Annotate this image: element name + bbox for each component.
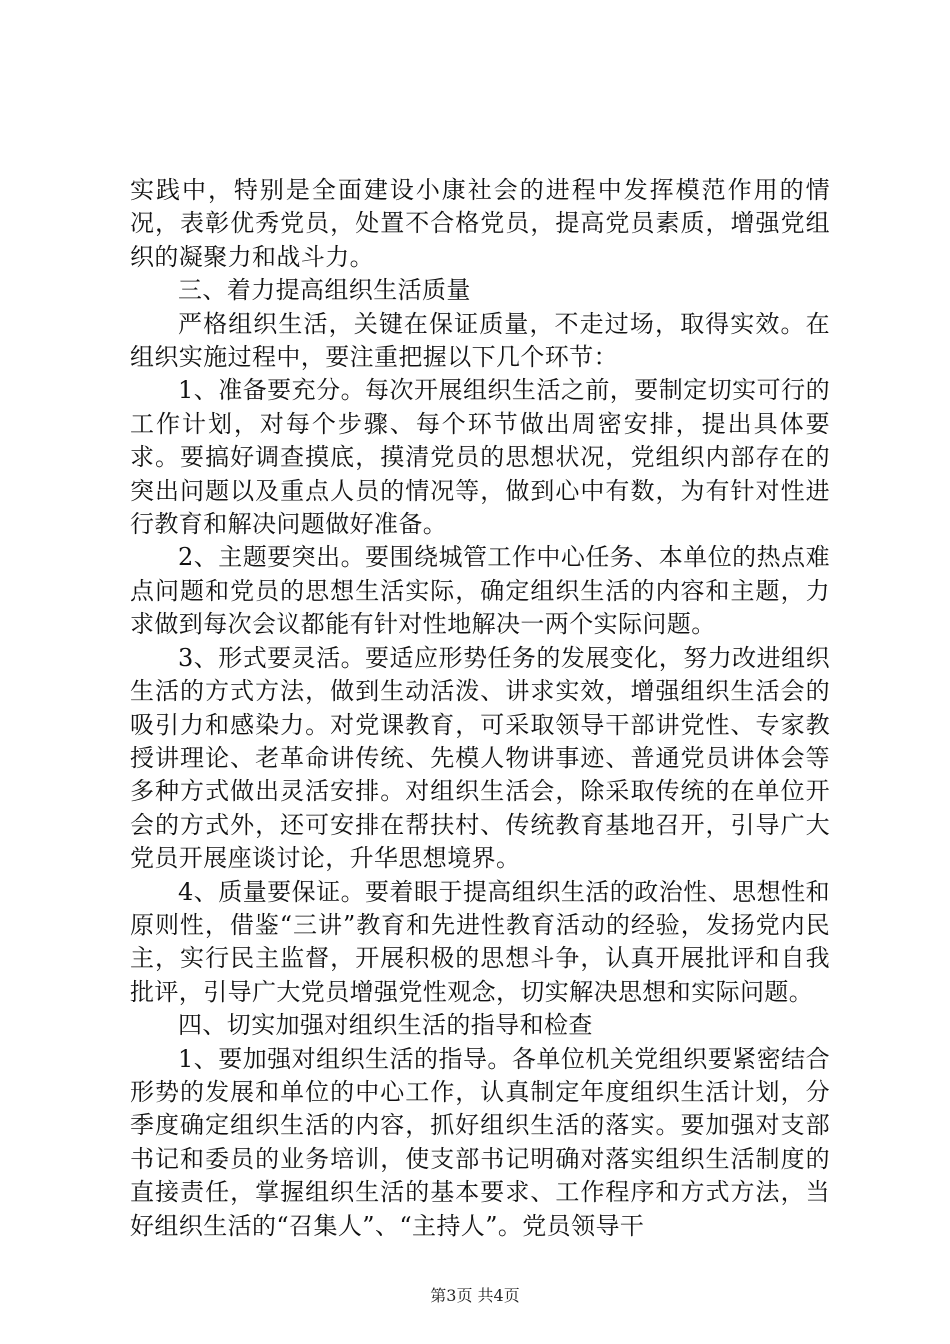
paragraph-5: 2、主题要突出。要围绕城管工作中心任务、本单位的热点难点问题和党员的思想生活实际，确定组织生活的内容和主题，力求做到每次会议都能有针对性地解决一两个实际问题。 — [130, 543, 830, 639]
document-body — [130, 174, 830, 1243]
paragraph-1: 实践中，特别是全面建设小康社会的进程中发挥模范作用的情况，表彰优秀党员，处置不合格党员，提高党员素质，增强党组织的凝聚力和战斗力。 — [130, 176, 830, 271]
paragraph-6: 3、形式要灵活。要适应形势任务的发展变化，努力改进组织生活的方式方法，做到生动活泼、讲求实效，增强组织生活会的吸引力和感染力。对党课教育，可采取领导干部讲党性、专家教授讲理论、老革命讲传统、先模人物讲事迹、普通党员讲体会等多种方式做出灵活安排。对组织生活会，除采取传统的在单位开会的方式外，还可安排在帮扶村、传统教育基地召开，引导广大党员开展座谈讨论，升华思想境界。 — [130, 643, 830, 873]
paragraph-4: 1、准备要充分。每次开展组织生活之前，要制定切实可行的工作计划，对每个步骤、每个环节做出周密安排，提出具体要求。要搞好调查摸底，摸清党员的思想状况，党组织内部存在的突出问题以及重点人员的情况等，做到心中有数，为有针对性进行教育和解决问题做好准备。 — [130, 376, 830, 539]
section-heading-4: 四、切实加强对组织生活的指导和检查 — [178, 1011, 593, 1040]
paragraph-7: 4、质量要保证。要着眼于提高组织生活的政治性、思想性和原则性，借鉴“三讲”教育和先进性教育活动的经验，发扬党内民主，实行民主监督，开展积极的思想斗争，认真开展批评和自我批评，引导广大党员增强党性观念，切实解决思想和实际问题。 — [130, 877, 830, 1006]
paragraph-9: 1、要加强对组织生活的指导。各单位机关党组织要紧密结合形势的发展和单位的中心工作，认真制定年度组织生活计划，分季度确定组织生活的内容，抓好组织生活的落实。要加强对支部书记和委员的业务培训，使支部书记明确对落实组织生活制度的直接责任，掌握组织生活的基本要求、工作程序和方式方法，当好组织生活的“召集人”、“主持人”。党员领导干 — [130, 1044, 830, 1240]
page-footer: 第3页 共4页 — [430, 1286, 520, 1305]
paragraph-3: 严格组织生活，关键在保证质量，不走过场，取得实效。在组织实施过程中，要注重把握以下几个环节： — [130, 309, 830, 372]
section-heading-3: 三、着力提高组织生活质量 — [178, 276, 471, 305]
